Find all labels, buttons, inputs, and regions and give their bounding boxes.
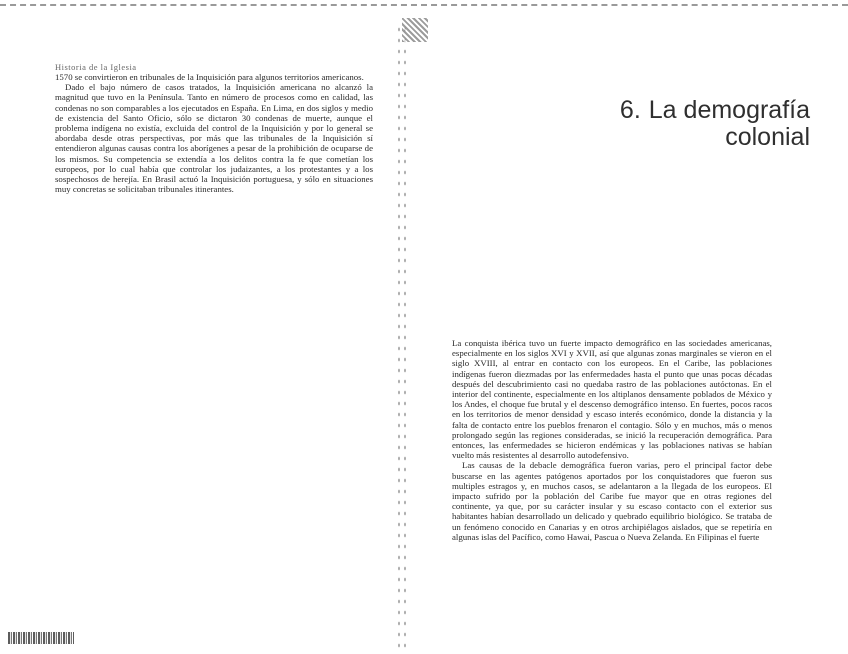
chapter-title-line-1: La demografía [648, 95, 810, 124]
running-head: Historia de la Iglesia [55, 62, 137, 72]
right-paragraph-1: La conquista ibérica tuvo un fuerte impacto demográfico en las sociedades americanas, especialmente en los siglos XVI y XVII, así que algunas zonas marginales se vieron en el siglo XVIII, al entrar en contacto con los europeos. En el Caribe, las poblaciones indígenas fueron diezmadas por las enfermedades hasta el punto que unas pocas décadas después del descubrimiento casi no quedaba rastro de las poblaciones autóctonas. En el interior del continente, especialmente en los altiplanos densamente poblados de México y los Andes, el choque fue brutal y el descenso demográfico intenso. En fuertes, pocos racos en los territorios de menor densidad y escaso interés económico, donde la distancia y la falta de contacto entre los pueblos frenaron el contagio. Sólo y en muchos, más o menos prolongado según las regiones consideradas, se inició la recuperación demográfica. Para entonces, las enfermedades se hicieron endémicas y las poblaciones nativas se habían vuelto más resistentes al desarrollo autodefensivo. [452, 338, 772, 461]
right-paragraph-2: Las causas de la debacle demográfica fueron varias, pero el principal factor debe buscarse en las agentes patógenos aportados por los conquistadores que fueron sus multiples estragos y, en muchos casos, se adelantaron a la llegada de los europeos. El impacto sufrido por la población del Caribe fue mayor que en otras regiones del continente, ya que, por su carácter insular y su escaso contacto con el exterior sus habitantes habían desarrollado un delicado y quebrado equilibrio biológico. Se trataba de un fenómeno conocido en Canarias y en otros archipiélagos aislados, que se repetiría en algunas islas del Pacífico, como Hawai, Pascua o Nueva Zelanda. En Filipinas el fuerte [452, 460, 772, 542]
left-page [0, 0, 402, 654]
chapter-title-line-2: colonial [725, 122, 810, 151]
right-page [402, 0, 848, 654]
right-page-body [452, 338, 772, 542]
chapter-title [570, 97, 810, 151]
library-stamp-mark [8, 632, 74, 644]
left-page-body [55, 72, 373, 194]
left-paragraph-2: Dado el bajo número de casos tratados, la Inquisición americana no alcanzó la magnitud que tuvo en la Península. Tanto en número de procesos como en calidad, las condenas no son comparables a los ejecutados en España. En Lima, en dos siglos y medio de existencia del Santo Oficio, sólo se dictaron 30 condenas de muerte, aunque el problema indígena no existía, excluida del control de la Inquisición y por lo general se abordaba desde otras perspectivas, por más que las tribunales de la Inquisición sí entendieron algunas causas contra los aborígenes a pesar de la prohibición de ocuparse de los mismos. Su competencia se extendía a los delitos contra la fe que cometían los europeos, por lo cual había que controlar los judaizantes, a los protestantes y a los sospechosos de herejía. En Brasil actuó la Inquisición portuguesa, y sólo en situaciones muy concretas se solicitaban tribunales itinerantes. [55, 82, 373, 195]
left-paragraph-1: 1570 se convirtieron en tribunales de la Inquisición para algunos territorios americanos. [55, 72, 364, 82]
chapter-number: 6. [619, 95, 641, 124]
